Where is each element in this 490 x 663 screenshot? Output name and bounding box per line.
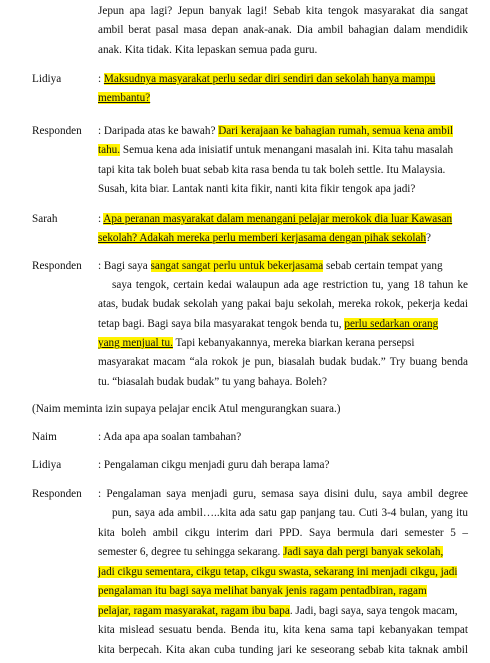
line-text: Semua kena ada inisiatif untuk menangani masalah ini. Kita tahu masalah (120, 144, 454, 156)
highlighted-text: Dari kerajaan ke bahagian rumah, semua kena ambil (218, 125, 454, 137)
stage-note: (Naim meminta izin supaya pelajar encik Atul mengurangkan suara.) (32, 403, 341, 415)
line-prefix: : Daripada atas ke bawah? (98, 125, 219, 137)
transcript-line: Jepun apa lagi? Jepun banyak lagi! Sebab kita tengok masyarakat dia sangat (98, 5, 468, 17)
line-text: . Jadi, bagi saya, saya tengok macam, (289, 605, 458, 617)
highlighted-text: Jadi saya dah pergi banyak sekolah, (283, 546, 444, 558)
highlighted-text: sangat sangat perlu untuk bekerjasama (150, 260, 324, 272)
highlighted-text: membantu? (98, 92, 151, 104)
line-prefix: : Bagi saya (98, 260, 151, 272)
highlighted-text: Apa peranan masyarakat dalam menangani pelajar merokok dia luar Kawasan (103, 213, 453, 225)
speaker-label: Sarah (32, 213, 58, 225)
speaker-label: Lidiya (32, 459, 62, 471)
transcript-line: anak. Kita tidak. Kita lepaskan semua pada guru. (98, 44, 318, 56)
transcript-line: pun, saya ada ambil…..kita ada satu gap panjang tau. Cuti 3-4 bulan, yang itu (112, 507, 468, 519)
transcript-line: saya tengok, certain kedai walaupun ada age restriction tu, yang 18 tahun ke (112, 279, 468, 291)
speaker-label: Responden (32, 125, 82, 137)
transcript-line: atas, budak budak sekolah yang pakai baju sekolah, mereka rokok, pekerja kedai (98, 298, 468, 310)
highlighted-text: yang menjual tu. (98, 337, 173, 349)
transcript-line: Susah, kita biar. Lantak nanti kita fikir, nanti kita fikir tengok apa jadi? (98, 183, 416, 195)
line-text: sebab certain tempat yang (323, 260, 443, 272)
transcript-line: kita boleh ambil cikgu interim dari PPD. Saya bermula dari semester 5 – (98, 527, 468, 539)
line-text: ? (426, 232, 432, 244)
transcript-line: masyarakat macam “ala rokok je pun, biasalah budak budak.” Try buang benda (98, 356, 468, 368)
speaker-label: Naim (32, 431, 57, 443)
highlighted-text: sekolah? Adakah mereka perlu memberi kerjasama dengan pihak sekolah (98, 232, 427, 244)
speaker-label: Responden (32, 488, 82, 500)
highlighted-text: pengalaman itu bagi saya melihat banyak jenis ragam pentadbiran, ragam (98, 585, 427, 597)
highlighted-text: pelajar, ragam masyarakat, ragam ibu bapa (98, 605, 290, 617)
transcript-line: kita berpecah. Kita akan cuba tunding jari ke seseorang sebab kita taknak ambil (98, 644, 468, 656)
transcript-line: : Pengalaman saya menjadi guru, semasa saya disini dulu, saya ambil degree (98, 488, 468, 500)
transcript-line (98, 317, 438, 331)
line-prefix: : (98, 73, 104, 85)
highlighted-text: tahu. (98, 144, 121, 156)
transcript-line (98, 124, 453, 138)
transcript-line (98, 545, 443, 559)
transcript-line: : Pengalaman cikgu menjadi guru dah berapa lama? (98, 459, 330, 471)
transcript-line: : Ada apa apa soalan tambahan? (98, 431, 242, 443)
transcript-line (98, 336, 415, 350)
transcript-line: ambil berat pasal masa depan anak-anak. Dia ambil bahagian dalam mendidik (98, 24, 468, 36)
transcript-line (98, 143, 453, 157)
transcript-line (98, 584, 427, 598)
line-text: Tapi kebanyakannya, mereka biarkan kerana persepsi (172, 337, 415, 349)
line-prefix: semester 6, degree tu sehingga sekarang. (98, 546, 284, 558)
transcript-line: tu. “biasalah budak budak” tu yang bahaya. Boleh? (98, 376, 327, 388)
transcript-line (98, 91, 150, 105)
speaker-label: Responden (32, 260, 82, 272)
line-text: tetap bagi. Bagi saya bila masyarakat tengok benda tu, (98, 318, 345, 330)
line-prefix: : (98, 213, 104, 225)
transcript-line (98, 212, 452, 226)
transcript-line (98, 72, 435, 86)
transcript-line (98, 259, 443, 273)
highlighted-text: perlu sedarkan orang (344, 318, 439, 330)
transcript-line (98, 565, 457, 579)
transcript-line (98, 231, 431, 245)
highlighted-text: Maksudnya masyarakat perlu sedar diri sendiri dan sekolah hanya mampu (103, 73, 436, 85)
highlighted-text: jadi cikgu sementara, cikgu tetap, cikgu swasta, sekarang ini menjadi cikgu, jadi (98, 566, 458, 578)
transcript-line: kita mislead sesuatu benda. Benda itu, kita kena sama tapi kebanyakan tempat (98, 624, 468, 636)
transcript-line: tapi kita tak boleh buat sebab kita rasa benda tu tak boleh settle. Itu Malaysia. (98, 164, 446, 176)
transcript-line (98, 604, 458, 618)
speaker-label: Lidiya (32, 73, 62, 85)
